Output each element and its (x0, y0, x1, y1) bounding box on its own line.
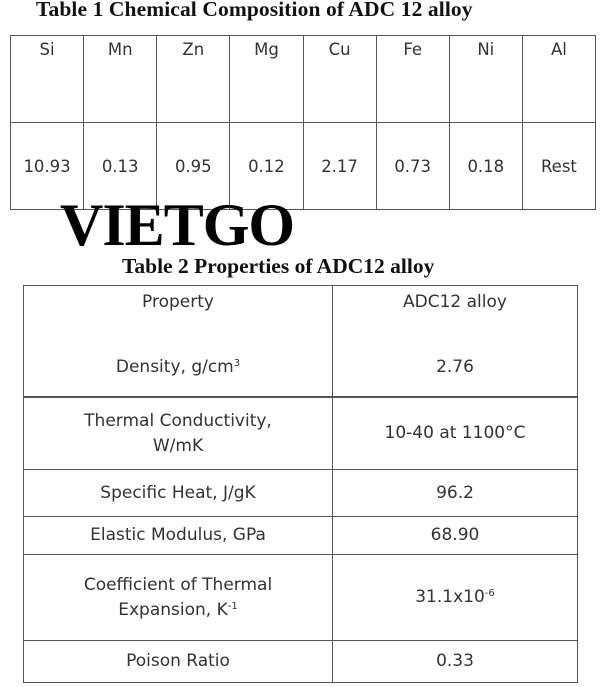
table-row (24, 555, 578, 641)
table-row (24, 470, 578, 517)
cell-si: 10.93 (11, 123, 84, 210)
property-cell-poison-ratio: Poison Ratio (24, 641, 333, 683)
property-label: Density, g/cm (115, 357, 234, 377)
table-row (24, 641, 578, 683)
property-cell-thermal-conductivity (24, 398, 333, 470)
cell-mn: 0.13 (84, 123, 157, 210)
value-cell-thermal-expansion (333, 555, 578, 641)
column-header-mn: Mn (84, 36, 157, 123)
column-header-cu: Cu (303, 36, 376, 123)
column-header-si: Si (11, 36, 84, 123)
column-header-ni: Ni (449, 36, 522, 123)
value-cell-thermal-conductivity: 10-40 at 1100°C (333, 398, 578, 470)
cell-fe: 0.73 (376, 123, 449, 210)
column-header-zn: Zn (157, 36, 230, 123)
column-header-value: ADC12 alloy (333, 286, 578, 397)
property-cell-thermal-expansion (24, 555, 333, 641)
value-cell-poison-ratio: 0.33 (333, 641, 578, 683)
column-header-property: Property (24, 286, 333, 397)
properties-table (23, 285, 578, 683)
value-cell-elastic-modulus: 68.90 (333, 517, 578, 555)
value-label: 31.1x10 (415, 587, 485, 607)
vietgo-watermark: VIETGO (60, 192, 295, 258)
property-label-line-2: W/mK (152, 435, 204, 456)
cell-cu: 2.17 (303, 123, 376, 210)
table-row (24, 517, 578, 555)
value-superscript: -6 (484, 588, 495, 599)
value-cell-specific-heat: 96.2 (333, 470, 578, 517)
cell-ni: 0.18 (449, 123, 522, 210)
property-label-line-2: Expansion, K (118, 599, 228, 620)
table-1-caption: Table 1 Chemical Composition of ADC 12 alloy (36, 0, 473, 21)
composition-table (10, 35, 596, 210)
column-header-mg: Mg (230, 36, 303, 123)
column-header-al: Al (522, 36, 595, 123)
property-superscript: 3 (233, 358, 241, 369)
cell-zn: 0.95 (157, 123, 230, 210)
property-cell-specific-heat: Specific Heat, J/gK (24, 470, 333, 517)
property-superscript: -1 (227, 600, 238, 612)
table-header-row (11, 36, 596, 123)
cell-mg: 0.12 (230, 123, 303, 210)
column-header-fe: Fe (376, 36, 449, 123)
table-2-caption: Table 2 Properties of ADC12 alloy (122, 254, 435, 278)
value-label: 2.76 (436, 357, 474, 377)
table-row (24, 398, 578, 470)
property-label: Coefficient of Thermal (83, 574, 273, 595)
property-cell-elastic-modulus: Elastic Modulus, GPa (24, 517, 333, 555)
property-label: Thermal Conductivity, (84, 410, 272, 431)
cell-al: Rest (522, 123, 595, 210)
